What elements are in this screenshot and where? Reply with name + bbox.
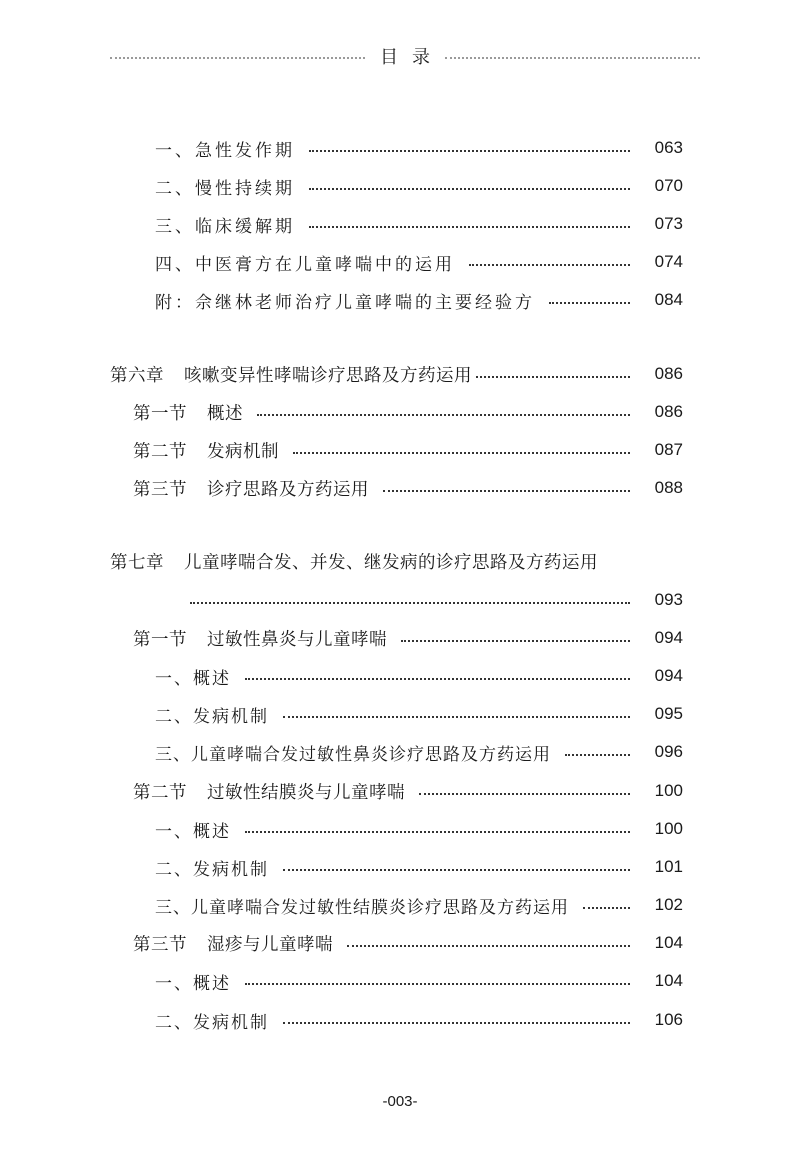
toc-chapter[interactable] xyxy=(0,546,800,576)
page-number: -003- xyxy=(382,1093,418,1110)
toc-leader xyxy=(283,1022,630,1024)
toc-entry-page: 100 xyxy=(654,819,683,838)
toc-leader xyxy=(245,678,630,680)
toc-entry-page: 070 xyxy=(654,176,683,195)
section-title: 过敏性结膜炎与儿童哮喘 xyxy=(207,782,405,803)
toc-leader xyxy=(401,640,630,642)
toc-entry[interactable] xyxy=(0,661,800,691)
toc-leader xyxy=(565,754,630,756)
toc-leader xyxy=(309,150,630,152)
toc-leader xyxy=(293,452,630,454)
toc-entry-page: 104 xyxy=(654,971,683,990)
toc-entry-page: 086 xyxy=(654,402,683,421)
toc-chapter[interactable] xyxy=(0,359,800,389)
chapter-title: 咳嗽变异性哮喘诊疗思路及方药运用 xyxy=(184,365,472,386)
toc-leader xyxy=(383,490,630,492)
toc-entry-label: 三、儿童哮喘合发过敏性结膜炎诊疗思路及方药运用 xyxy=(155,897,569,918)
toc-leader xyxy=(583,907,630,909)
toc-entry-page: 102 xyxy=(654,895,683,914)
toc-entry-page: 101 xyxy=(654,857,683,876)
toc-entry[interactable] xyxy=(0,171,800,201)
toc-leader xyxy=(347,945,630,947)
toc-section-label xyxy=(133,931,333,956)
toc-entry-page: 106 xyxy=(654,1010,683,1029)
header-rule-right xyxy=(445,57,700,59)
toc-entry-label: 附：佘继林老师治疗儿童哮喘的主要经验方 xyxy=(155,292,535,313)
chapter-number: 第七章 xyxy=(110,552,164,573)
section-title: 发病机制 xyxy=(207,441,279,462)
toc-leader xyxy=(419,793,630,795)
toc-entry-page: 084 xyxy=(654,290,683,309)
toc-leader xyxy=(245,983,630,985)
section-number: 第一节 xyxy=(133,629,187,650)
toc-chapter-continuation[interactable] xyxy=(0,585,800,615)
toc-leader xyxy=(245,831,630,833)
toc-entry[interactable] xyxy=(0,285,800,315)
toc-leader xyxy=(549,302,630,304)
toc-section[interactable] xyxy=(0,473,800,503)
section-title: 过敏性鼻炎与儿童哮喘 xyxy=(207,629,387,650)
toc-entry-label: 一、概述 xyxy=(155,668,231,689)
toc-entry[interactable] xyxy=(0,852,800,882)
toc-leader xyxy=(257,414,630,416)
toc-leader xyxy=(469,264,630,266)
toc-section[interactable] xyxy=(0,623,800,653)
section-number: 第二节 xyxy=(133,782,187,803)
toc-leader xyxy=(190,602,630,604)
toc-section[interactable] xyxy=(0,928,800,958)
chapter-number: 第六章 xyxy=(110,365,164,386)
toc-leader xyxy=(309,188,630,190)
toc-entry[interactable] xyxy=(0,209,800,239)
section-title: 湿疹与儿童哮喘 xyxy=(207,934,333,955)
toc-entry[interactable] xyxy=(0,737,800,767)
toc-section-label xyxy=(133,438,279,463)
section-title: 诊疗思路及方药运用 xyxy=(207,479,369,500)
toc-entry-label: 四、中医膏方在儿童哮喘中的运用 xyxy=(155,254,455,275)
toc-section-label xyxy=(133,779,405,804)
toc-section[interactable] xyxy=(0,776,800,806)
toc-entry[interactable] xyxy=(0,814,800,844)
toc-entry-label: 二、发病机制 xyxy=(155,1012,269,1033)
page-header xyxy=(110,45,700,71)
chapter-title: 儿童哮喘合发、并发、继发病的诊疗思路及方药运用 xyxy=(184,552,598,573)
header-rule-left xyxy=(110,57,365,59)
toc-entry[interactable] xyxy=(0,247,800,277)
section-number: 第一节 xyxy=(133,403,187,424)
toc-leader xyxy=(476,376,630,378)
toc-entry-page: 088 xyxy=(654,478,683,497)
toc-entry-label: 一、急性发作期 xyxy=(155,140,295,161)
toc-entry-page: 094 xyxy=(654,628,683,647)
toc-entry-page: 073 xyxy=(654,214,683,233)
toc-chapter-label xyxy=(110,549,598,574)
toc-section[interactable] xyxy=(0,397,800,427)
section-number: 第二节 xyxy=(133,441,187,462)
toc-leader xyxy=(283,869,630,871)
toc-entry-page: 086 xyxy=(654,364,683,383)
toc-leader xyxy=(309,226,630,228)
toc-entry-label: 三、临床缓解期 xyxy=(155,216,295,237)
toc-entry-label: 一、概述 xyxy=(155,973,231,994)
toc-entry[interactable] xyxy=(0,890,800,920)
toc-section-label xyxy=(133,400,243,425)
toc-entry-page: 087 xyxy=(654,440,683,459)
toc-entry-page: 100 xyxy=(654,781,683,800)
toc-leader xyxy=(283,716,630,718)
toc-entry[interactable] xyxy=(0,133,800,163)
toc-entry-page: 094 xyxy=(654,666,683,685)
toc-entry-page: 096 xyxy=(654,742,683,761)
toc-section-label xyxy=(133,626,387,651)
toc-entry-page: 093 xyxy=(654,590,683,609)
toc-entry-label: 二、慢性持续期 xyxy=(155,178,295,199)
toc-section-label xyxy=(133,476,369,501)
section-title: 概述 xyxy=(207,403,243,424)
toc-entry-label: 一、概述 xyxy=(155,821,231,842)
toc-entry-page: 074 xyxy=(654,252,683,271)
toc-entry-page: 104 xyxy=(654,933,683,952)
toc-entry[interactable] xyxy=(0,699,800,729)
toc-entry[interactable] xyxy=(0,1005,800,1035)
toc-entry[interactable] xyxy=(0,966,800,996)
toc-entry-label: 三、儿童哮喘合发过敏性鼻炎诊疗思路及方药运用 xyxy=(155,744,551,765)
section-number: 第三节 xyxy=(133,934,187,955)
toc-entry-label: 二、发病机制 xyxy=(155,859,269,880)
page-title: 目录 xyxy=(380,47,444,68)
toc-entry-page: 095 xyxy=(654,704,683,723)
toc-section[interactable] xyxy=(0,435,800,465)
section-number: 第三节 xyxy=(133,479,187,500)
toc-entry-page: 063 xyxy=(654,138,683,157)
toc-entry-label: 二、发病机制 xyxy=(155,706,269,727)
toc-chapter-label xyxy=(110,362,472,387)
